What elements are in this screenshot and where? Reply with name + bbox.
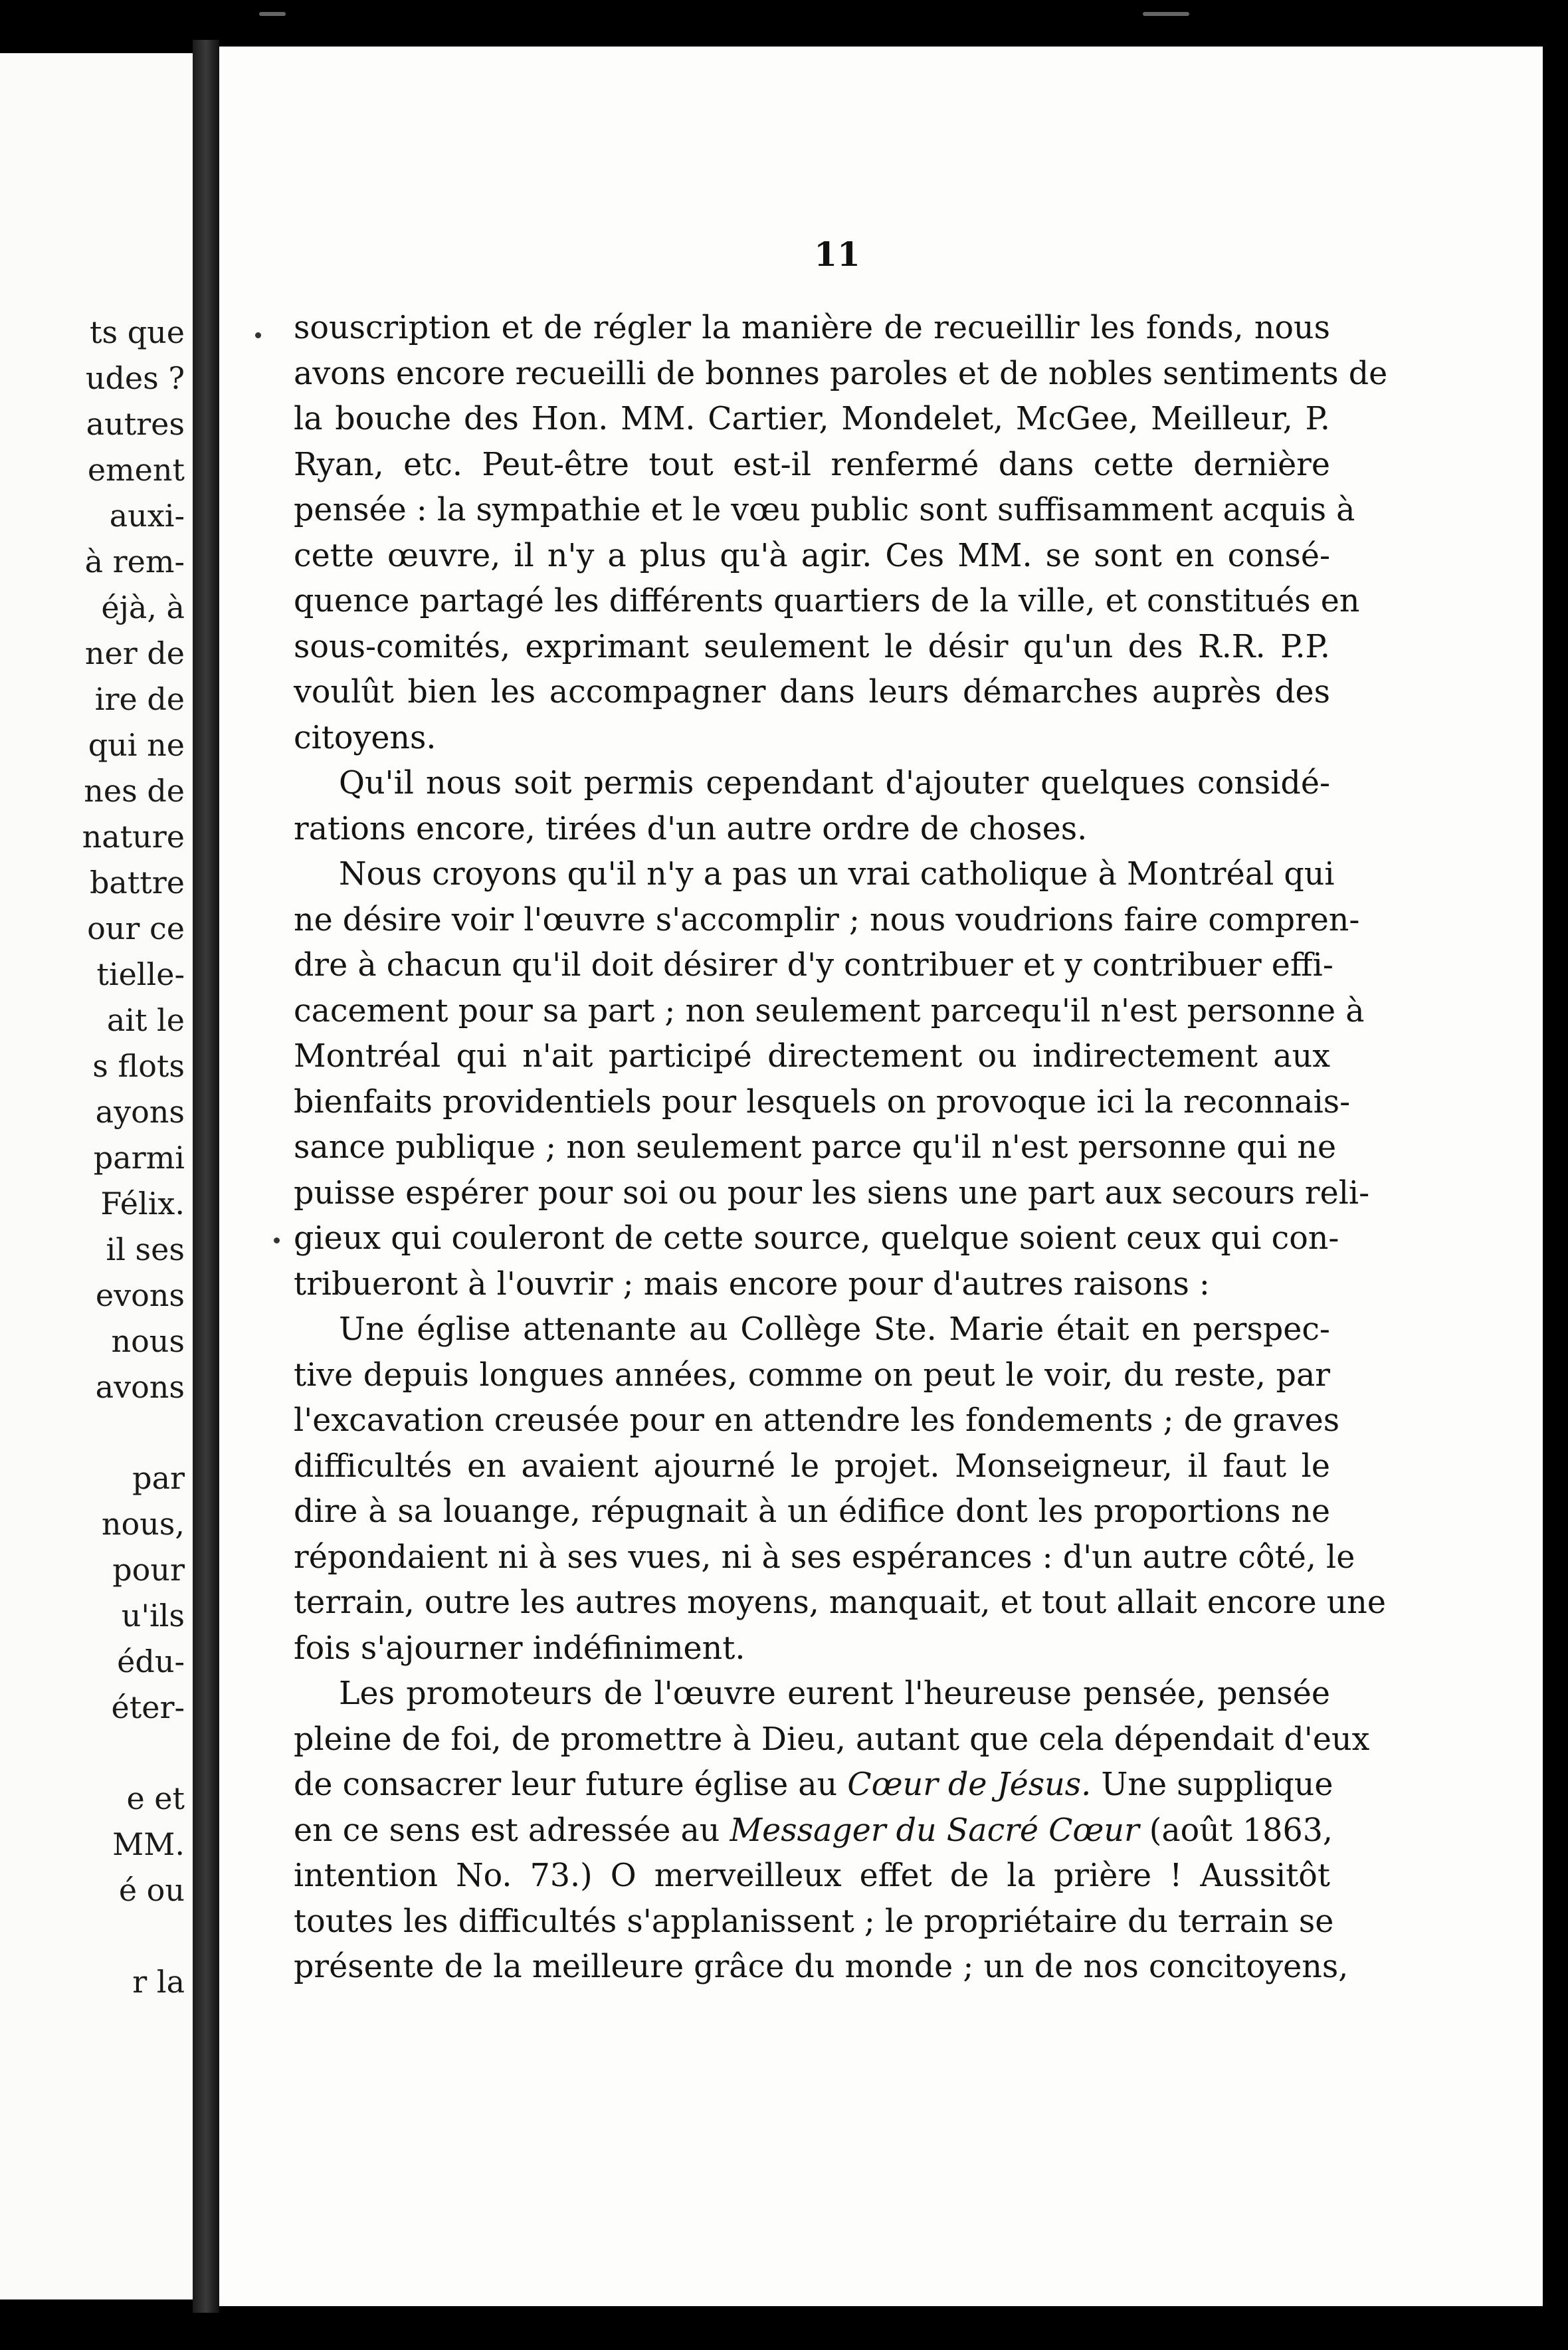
italic-text: Messager du Sacré Cœur [730,1812,1139,1849]
left-line: pour [112,1552,185,1588]
left-line: battre [89,865,185,901]
text-line: souscription et de régler la manière de recueillir les fonds, nous [294,310,1330,346]
text-line: intention No. 73.) O merveilleux effet de la prière ! Aussitôt [294,1858,1330,1894]
text-line: pensée : la sympathie et le vœu public sont suffisamment acquis à [294,492,1355,528]
margin-dot [255,332,261,338]
left-line: ner de [84,635,185,671]
left-line: éjà, à [101,589,185,625]
left-line: our ce [87,910,185,946]
text-line: Nous croyons qu'il n'y a pas un vrai catholique à Montréal qui [339,856,1335,893]
text-line: quence partagé les différents quartiers de la ville, et constitués en [294,583,1360,619]
text-line: difficultés en avaient ajourné le projet. Monseigneur, il faut le [294,1447,1330,1485]
text-run: Une supplique [1091,1766,1333,1803]
text-line: sance publique ; non seulement parce qu'il n'est personne qui ne [294,1129,1337,1166]
main-page [219,47,1543,2306]
left-line: nature [82,819,185,855]
text-line: Montréal qui n'ait participé directement ou indirectement aux [294,1038,1330,1075]
text-line [294,1762,1333,1808]
text-line: cacement pour sa part ; non seulement parcequ'il n'est personne à [294,992,1365,1029]
text-line: dire à sa louange, répugnait à un édifice dont les proportions ne [294,1493,1330,1530]
left-line: auxi- [109,498,185,534]
left-line: nous, [101,1506,185,1542]
left-line: ts que [89,314,185,350]
left-line: Félix. [100,1186,185,1222]
text-line: dre à chacun qu'il doit désirer d'y contribuer et y contribuer effi- [294,947,1333,984]
left-line: é ou [118,1872,185,1908]
page-number: 11 [814,235,860,274]
text-line: avons encore recueilli de bonnes paroles et de nobles sentiments de [294,355,1388,392]
text-line: terrain, outre les autres moyens, manquait, et tout allait encore une [294,1584,1386,1621]
left-line: autres [86,406,185,442]
text-run: en ce sens est adressée au [294,1812,730,1849]
left-line: édu- [117,1644,185,1679]
scan-mark [1143,12,1189,16]
text-line [294,1808,1333,1854]
left-line: à rem- [84,544,185,580]
text-run: de consacrer leur future église au [294,1766,848,1803]
left-line: parmi [93,1140,185,1176]
text-line: voulût bien les accompagner dans leurs démarches auprès des [294,674,1330,710]
left-line: evons [95,1277,185,1313]
text-line: ne désire voir l'œuvre s'accomplir ; nous voudrions faire compren- [294,901,1360,938]
text-line: présente de la meilleure grâce du monde ; un de nos concitoyens, [294,1949,1349,1985]
italic-text: Cœur de Jésus. [847,1766,1092,1803]
page-edge [1543,47,1568,2306]
left-line: tielle- [96,956,185,992]
left-line: u'ils [121,1598,185,1634]
left-line: s flots [92,1048,185,1084]
text-line: toutes les difficultés s'applanissent ; le propriétaire du terrain se [294,1903,1334,1940]
left-line: MM. [112,1826,185,1862]
text-run: (août 1863, [1139,1812,1333,1849]
left-line: udes ? [85,360,185,396]
left-line: qui ne [88,727,185,763]
left-line: par [132,1460,185,1496]
text-line: Une église attenante au Collège Ste. Marie était en perspec- [339,1311,1330,1348]
left-line: ement [87,452,185,488]
text-line: la bouche des Hon. MM. Cartier, Mondelet, McGee, Meilleur, P. [294,401,1330,437]
text-line: sous-comités, exprimant seulement le désir qu'un des R.R. P.P. [294,628,1330,665]
text-line: Ryan, etc. Peut-être tout est-il renfermé dans cette dernière [294,446,1330,483]
text-line: Qu'il nous soit permis cependant d'ajouter quelques considé- [339,765,1330,801]
text-line: l'excavation creusée pour en attendre les fondements ; de graves [294,1402,1340,1439]
left-line: avons [95,1369,185,1405]
left-line: nous [111,1323,185,1359]
margin-dot [274,1237,280,1243]
left-line: il ses [106,1231,185,1267]
left-line: éter- [111,1689,185,1725]
text-line: cette œuvre, il n'y a plus qu'à agir. Ces MM. se sont en consé- [294,537,1330,574]
left-line: nes de [84,773,185,809]
text-line: répondaient ni à ses vues, ni à ses espérances : d'un autre côté, le [294,1539,1355,1576]
text-line: tive depuis longues années, comme on peut le voir, du reste, par [294,1356,1330,1394]
left-line: ayons [95,1094,185,1130]
left-line: ait le [106,1002,185,1038]
left-line: e et [126,1780,185,1816]
body-text [294,306,1388,1990]
scan-mark [259,12,286,16]
text-line: pleine de foi, de promettre à Dieu, autant que cela dépendait d'eux [294,1721,1370,1758]
left-line: r la [132,1964,185,2000]
text-line: fois s'ajourner indéfiniment. [294,1630,745,1667]
left-page-fragment [0,53,193,2299]
text-line: Les promoteurs de l'œuvre eurent l'heureuse pensée, pensée [339,1675,1330,1712]
text-line: citoyens. [294,719,437,756]
text-line: rations encore, tirées d'un autre ordre de choses. [294,810,1088,847]
left-line: ire de [94,681,185,717]
text-line: puisse espérer pour soi ou pour les siens une part aux secours reli- [294,1174,1370,1212]
book-gutter [193,40,219,2313]
text-line: tribueront à l'ouvrir ; mais encore pour d'autres raisons : [294,1265,1210,1303]
text-line: bienfaits providentiels pour lesquels on provoque ici la reconnais- [294,1083,1351,1121]
text-line: gieux qui couleront de cette source, quelque soient ceux qui con- [294,1220,1339,1257]
